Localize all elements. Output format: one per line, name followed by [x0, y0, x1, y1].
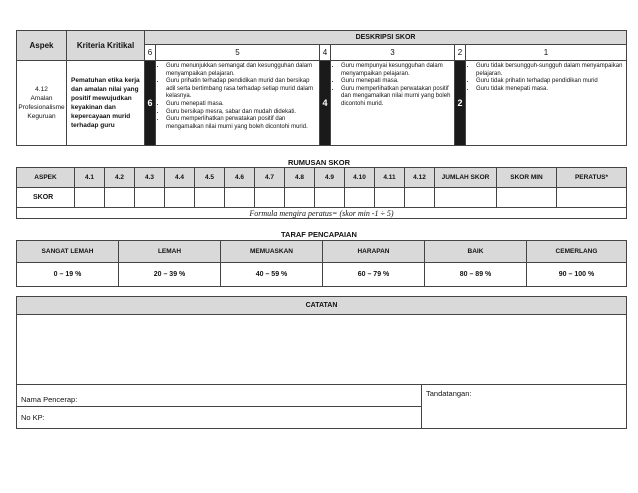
score-header-4: 4: [320, 45, 331, 61]
catatan-title: CATATAN: [17, 297, 627, 315]
desc-5-item: • Guru bersikap mesra, sabar dan mudah didekati.: [166, 109, 317, 117]
rumusan-header: 4.9: [315, 168, 345, 188]
score-header-2: 2: [455, 45, 466, 61]
skor-cell-4-6[interactable]: [225, 188, 255, 208]
rumusan-header: 4.11: [375, 168, 405, 188]
taraf-level: HARAPAN: [323, 241, 425, 263]
score-header-3: 3: [331, 45, 455, 61]
skor-cell-4-5[interactable]: [195, 188, 225, 208]
pencerap-field[interactable]: [17, 385, 422, 407]
desc-3-item: • Guru menepati masa.: [341, 78, 452, 86]
skor-cell-4-3[interactable]: [135, 188, 165, 208]
skor-cell-4-10[interactable]: [345, 188, 375, 208]
taraf-range: 20 – 39 %: [119, 263, 221, 287]
desc-5-item: • Guru memperlihatkan perwatakan positif dan mengamalkan nilai murni yang boleh dicontohi murid.: [166, 116, 317, 131]
skor-row-label: SKOR: [17, 188, 75, 208]
taraf-level: BAIK: [425, 241, 527, 263]
skor-cell-4-9[interactable]: [315, 188, 345, 208]
formula-text: Formula mengira peratus= (skor min -1 ÷ 5): [17, 208, 627, 219]
kriteria-header: Kriteria Kritikal: [67, 31, 145, 61]
rumusan-header: SKOR MIN: [497, 168, 557, 188]
desc-1-item: • Guru tidak menepati masa.: [476, 86, 624, 94]
taraf-table: [16, 240, 627, 287]
skor-cell-4-2[interactable]: [105, 188, 135, 208]
rumusan-header: 4.2: [105, 168, 135, 188]
rumusan-table: [16, 167, 627, 219]
taraf-range: 0 – 19 %: [17, 263, 119, 287]
rumusan-header: 4.5: [195, 168, 225, 188]
peratus-cell[interactable]: [557, 188, 627, 208]
rumusan-header: 4.7: [255, 168, 285, 188]
desc-1-item: • Guru tidak bersungguh-sungguh dalam menyampaikan pelajaran.: [476, 63, 624, 78]
desc-score-3: [331, 61, 455, 146]
jumlah-skor-cell[interactable]: [435, 188, 497, 208]
aspek-header: Aspek: [17, 31, 67, 61]
skor-cell-4-8[interactable]: [285, 188, 315, 208]
nokp-label: No KP:: [21, 413, 45, 422]
aspek-cell: 4.12 Amalan Profesionalisme Keguruan: [17, 61, 67, 146]
score-header-1: 1: [466, 45, 627, 61]
taraf-range: 40 – 59 %: [221, 263, 323, 287]
taraf-range: 60 – 79 %: [323, 263, 425, 287]
rumusan-header: PERATUS*: [557, 168, 627, 188]
pencerap-label: Nama Pencerap:: [21, 395, 78, 404]
score-header-5: 5: [156, 45, 320, 61]
taraf-level: CEMERLANG: [527, 241, 627, 263]
rumusan-header: 4.6: [225, 168, 255, 188]
skor-cell-4-4[interactable]: [165, 188, 195, 208]
desc-3-item: • Guru mempunyai kesungguhan dalam menyampaikan pelajaran.: [341, 63, 452, 78]
band-6: 6: [145, 61, 156, 146]
rumusan-header: 4.8: [285, 168, 315, 188]
taraf-range: 90 – 100 %: [527, 263, 627, 287]
taraf-level: SANGAT LEMAH: [17, 241, 119, 263]
rumusan-header: 4.3: [135, 168, 165, 188]
skor-min-cell[interactable]: [497, 188, 557, 208]
taraf-level: MEMUASKAN: [221, 241, 323, 263]
taraf-level: LEMAH: [119, 241, 221, 263]
catatan-table: [16, 296, 627, 429]
taraf-range: 80 – 89 %: [425, 263, 527, 287]
desc-score-5: [156, 61, 320, 146]
tandatangan-label: Tandatangan:: [426, 389, 472, 398]
desc-1-item: • Guru tidak prihatin terhadap pendidikan murid: [476, 78, 624, 86]
rumusan-header: ASPEK: [17, 168, 75, 188]
desc-5-item: • Guru prihatin terhadap pendidikan murid dan bersikap adil serta bertimbang rasa terhadap setiap murid dalam kelasnya.: [166, 78, 317, 101]
desc-5-item: • Guru menepati masa.: [166, 101, 317, 109]
skor-cell-4-1[interactable]: [75, 188, 105, 208]
skor-cell-4-11[interactable]: [375, 188, 405, 208]
band-2: 2: [455, 61, 466, 146]
rumusan-title: RUMUSAN SKOR: [287, 158, 351, 167]
band-4: 4: [320, 61, 331, 146]
rumusan-header: 4.12: [405, 168, 435, 188]
rumusan-header: 4.4: [165, 168, 195, 188]
rubric-table: [16, 30, 627, 146]
nokp-field[interactable]: [17, 407, 422, 429]
skor-cell-4-12[interactable]: [405, 188, 435, 208]
skor-cell-4-7[interactable]: [255, 188, 285, 208]
rumusan-header: 4.1: [75, 168, 105, 188]
rumusan-header: 4.10: [345, 168, 375, 188]
desc-3-item: • Guru memperlihatkan perwatakan positif dan mengamalkan nilai murni yang boleh dicontohi murid.: [341, 86, 452, 109]
rumusan-header: JUMLAH SKOR: [435, 168, 497, 188]
tandatangan-field[interactable]: [422, 385, 627, 429]
desc-score-1: [466, 61, 627, 146]
score-header-6: 6: [145, 45, 156, 61]
desc-5-item: • Guru menunjukkan semangat dan kesungguhan dalam menyampaikan pelajaran.: [166, 63, 317, 78]
taraf-title: TARAF PENCAPAIAN: [281, 230, 357, 239]
catatan-notes-area[interactable]: [17, 315, 627, 385]
kriteria-cell: Pematuhan etika kerja dan amalan nilai yang positif mewujudkan keyakinan dan kepercayaan murid terhadap guru: [67, 61, 145, 146]
deskripsi-header: DESKRIPSI SKOR: [145, 31, 627, 45]
